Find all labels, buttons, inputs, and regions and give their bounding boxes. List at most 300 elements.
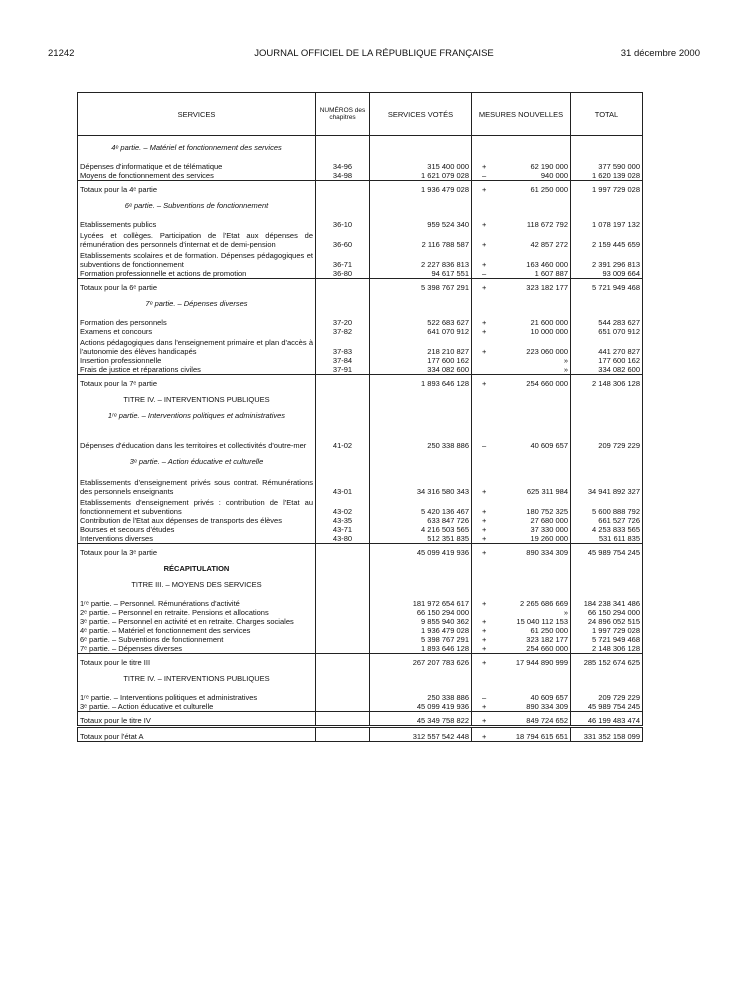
row-services-votes: 5 398 767 291	[370, 635, 472, 644]
row-sign: +	[482, 379, 487, 388]
row-sign: +	[482, 644, 487, 653]
empty-cell	[571, 573, 643, 589]
table-row	[78, 617, 643, 626]
empty-cell	[316, 152, 370, 162]
row-services-votes: 34 316 580 343	[370, 476, 472, 496]
row-label	[78, 327, 316, 336]
row-chapter	[316, 712, 370, 727]
row-sign: +	[482, 318, 487, 327]
empty-cell	[316, 388, 370, 404]
row-label-text: Interventions diverses	[80, 534, 153, 543]
row-chapter	[316, 644, 370, 654]
empty-cell	[316, 466, 370, 476]
row-sign: –	[482, 441, 487, 450]
empty-cell	[370, 450, 472, 466]
row-mesures-value: 42 857 272	[530, 240, 568, 249]
empty-cell	[472, 683, 571, 693]
row-sign: +	[482, 327, 487, 336]
row-chapter	[316, 375, 370, 389]
empty-cell	[571, 308, 643, 318]
row-mesures-nouvelles	[472, 654, 571, 668]
table-row	[78, 229, 643, 249]
table-row	[78, 635, 643, 644]
empty-cell	[472, 450, 571, 466]
row-services-votes: 45 349 758 822	[370, 712, 472, 727]
empty-cell	[472, 557, 571, 573]
col-header-services: SERVICES	[78, 93, 316, 136]
empty-cell	[472, 573, 571, 589]
row-label	[78, 220, 316, 229]
row-label	[78, 617, 316, 626]
row-chapter: 41-02	[316, 430, 370, 450]
row-mesures-value: 223 060 000	[526, 347, 568, 356]
empty-cell	[571, 667, 643, 683]
section-heading: TITRE III. – MOYENS DES SERVICES	[78, 573, 316, 589]
empty-cell	[316, 589, 370, 599]
row-mesures-value: 323 182 177	[526, 635, 568, 644]
row-label-text: Dépenses d'informatique et de télématique	[80, 162, 223, 171]
row-chapter	[316, 693, 370, 702]
row-label	[78, 644, 316, 654]
row-chapter	[316, 544, 370, 558]
row-services-votes: 250 338 886	[370, 430, 472, 450]
row-chapter: 36-10	[316, 220, 370, 229]
total-row	[78, 712, 643, 727]
row-sign: +	[482, 617, 487, 626]
empty-cell	[370, 194, 472, 210]
budget-table	[77, 92, 643, 742]
row-mesures-nouvelles	[472, 229, 571, 249]
row-total: 334 082 600	[571, 365, 643, 375]
row-mesures-value: 323 182 177	[526, 283, 568, 292]
row-chapter: 43-35	[316, 516, 370, 525]
row-label-text: Frais de justice et réparations civiles	[80, 365, 201, 374]
row-label-text: Totaux pour la 6ᵉ partie	[80, 283, 157, 292]
empty-cell	[472, 194, 571, 210]
empty-cell	[370, 292, 472, 308]
empty-cell	[370, 136, 472, 153]
issue-date: 31 décembre 2000	[620, 48, 700, 59]
row-total: 2 148 306 128	[571, 644, 643, 654]
row-total: 2 159 445 659	[571, 229, 643, 249]
page-header	[48, 48, 700, 62]
table-row	[78, 336, 643, 356]
row-services-votes: 633 847 726	[370, 516, 472, 525]
row-chapter: 43-80	[316, 534, 370, 544]
table-row	[78, 356, 643, 365]
empty-cell	[571, 420, 643, 430]
row-mesures-nouvelles	[472, 727, 571, 742]
row-services-votes: 315 400 000	[370, 162, 472, 171]
col-header-total: TOTAL	[571, 93, 643, 136]
row-total: 651 070 912	[571, 327, 643, 336]
row-total: 285 152 674 625	[571, 654, 643, 668]
row-services-votes: 1 893 646 128	[370, 644, 472, 654]
section-heading: 3ᵉ partie. – Action éducative et culturelle	[78, 450, 316, 466]
row-chapter: 37-20	[316, 318, 370, 327]
empty-cell	[316, 573, 370, 589]
row-label	[78, 365, 316, 375]
row-label-text: 6ᵉ partie. – Subventions de fonctionnement	[80, 635, 224, 644]
row-services-votes: 5 398 767 291	[370, 279, 472, 293]
row-sign: +	[482, 599, 487, 608]
row-sign: +	[482, 716, 487, 725]
empty-cell	[571, 292, 643, 308]
row-chapter	[316, 608, 370, 617]
row-mesures-nouvelles	[472, 608, 571, 617]
row-label-text: Etablissements d'enseignement privés sous contrat. Rémunérations des personnels enseignants	[80, 478, 313, 496]
row-chapter: 43-71	[316, 525, 370, 534]
row-sign: +	[482, 283, 487, 292]
journal-title: JOURNAL OFFICIEL DE LA RÉPUBLIQUE FRANÇAISE	[254, 48, 494, 59]
section-heading-row	[78, 450, 643, 466]
row-mesures-value: 61 250 000	[530, 185, 568, 194]
row-mesures-nouvelles	[472, 269, 571, 279]
row-total: 1 997 729 028	[571, 181, 643, 195]
row-label	[78, 727, 316, 742]
row-label-text: Contribution de l'Etat aux dépenses de transports des élèves	[80, 516, 282, 525]
row-label-text: 3ᵉ partie. – Personnel en activité et en retraite. Charges sociales	[80, 617, 294, 626]
row-sign: –	[482, 693, 487, 702]
empty-cell	[472, 136, 571, 153]
row-label-text: Formation professionnelle et actions de promotion	[80, 269, 247, 278]
spacer-row	[78, 683, 643, 693]
empty-cell	[571, 466, 643, 476]
row-total: 377 590 000	[571, 162, 643, 171]
row-services-votes: 1 936 479 028	[370, 181, 472, 195]
section-heading: 4ᵉ partie. – Matériel et fonctionnement des services	[78, 136, 316, 153]
row-label-text: Dépenses d'éducation dans les territoires et collectivités d'outre-mer	[80, 441, 307, 450]
row-mesures-nouvelles	[472, 220, 571, 229]
empty-cell	[472, 292, 571, 308]
row-chapter	[316, 626, 370, 635]
empty-cell	[370, 573, 472, 589]
col-header-chapitres: NUMÉROS des chapitres	[316, 93, 370, 136]
row-mesures-nouvelles	[472, 279, 571, 293]
row-total: 46 199 483 474	[571, 712, 643, 727]
table-row	[78, 220, 643, 229]
table-row	[78, 599, 643, 608]
empty-cell	[316, 667, 370, 683]
section-heading: 1ʳᵉ partie. – Interventions politiques et administratives	[78, 404, 316, 420]
page-number: 21242	[48, 48, 75, 59]
row-services-votes: 218 210 827	[370, 336, 472, 356]
row-total: 661 527 726	[571, 516, 643, 525]
row-mesures-value: »	[563, 608, 568, 617]
row-total: 5 721 949 468	[571, 279, 643, 293]
row-chapter: 37-84	[316, 356, 370, 365]
empty-cell	[316, 210, 370, 220]
empty-cell	[571, 450, 643, 466]
empty-cell	[370, 308, 472, 318]
row-sign: +	[482, 507, 487, 516]
row-label-text: 1ʳᵉ partie. – Interventions politiques et administratives	[80, 693, 258, 702]
total-row	[78, 279, 643, 293]
section-heading: TITRE IV. – INTERVENTIONS PUBLIQUES	[78, 667, 316, 683]
empty-cell	[370, 420, 472, 430]
row-label	[78, 476, 316, 496]
row-chapter: 37-91	[316, 365, 370, 375]
row-sign: +	[482, 702, 487, 711]
row-label	[78, 162, 316, 171]
row-mesures-value: 37 330 000	[530, 525, 568, 534]
row-mesures-value: 40 609 657	[530, 441, 568, 450]
empty-cell	[571, 152, 643, 162]
empty-cell	[472, 667, 571, 683]
row-total: 1 997 729 028	[571, 626, 643, 635]
empty-cell	[571, 589, 643, 599]
table-row	[78, 476, 643, 496]
row-mesures-value: 27 680 000	[530, 516, 568, 525]
row-label-text: Totaux pour la 4ᵉ partie	[80, 185, 157, 194]
row-total: 177 600 162	[571, 356, 643, 365]
row-mesures-nouvelles	[472, 712, 571, 727]
row-total: 531 611 835	[571, 534, 643, 544]
total-row	[78, 654, 643, 668]
row-mesures-nouvelles	[472, 356, 571, 365]
row-services-votes: 512 351 835	[370, 534, 472, 544]
row-chapter: 36-71	[316, 249, 370, 269]
empty-cell	[78, 466, 316, 476]
empty-cell	[316, 450, 370, 466]
row-services-votes: 2 227 836 813	[370, 249, 472, 269]
empty-cell	[472, 388, 571, 404]
row-label-text: 3ᵉ partie. – Action éducative et culturelle	[80, 702, 214, 711]
row-mesures-nouvelles	[472, 327, 571, 336]
row-chapter: 43-01	[316, 476, 370, 496]
row-total: 5 721 949 468	[571, 635, 643, 644]
row-label-text: Totaux pour l'état A	[80, 732, 144, 741]
table-row	[78, 534, 643, 544]
row-label-text: 7ᵉ partie. – Dépenses diverses	[80, 644, 183, 653]
row-chapter	[316, 599, 370, 608]
row-label	[78, 516, 316, 525]
row-label-text: Totaux pour le titre III	[80, 658, 151, 667]
row-label-text: 4ᵉ partie. – Matériel et fonctionnement des services	[80, 626, 251, 635]
empty-cell	[316, 420, 370, 430]
empty-cell	[78, 420, 316, 430]
empty-cell	[316, 308, 370, 318]
row-chapter	[316, 617, 370, 626]
row-sign: +	[482, 548, 487, 557]
total-row	[78, 544, 643, 558]
row-mesures-value: 19 260 000	[530, 534, 568, 543]
title-heading-row	[78, 667, 643, 683]
row-label	[78, 181, 316, 195]
table-header-row	[78, 93, 643, 136]
row-mesures-value: 40 609 657	[530, 693, 568, 702]
row-mesures-nouvelles	[472, 617, 571, 626]
row-label	[78, 171, 316, 181]
row-mesures-nouvelles	[472, 336, 571, 356]
empty-cell	[472, 404, 571, 420]
row-chapter	[316, 654, 370, 668]
row-sign: +	[482, 635, 487, 644]
row-services-votes: 522 683 627	[370, 318, 472, 327]
row-label-text: Actions pédagogiques dans l'enseignement primaire et plan d'accès à l'autonomie des élèves handicapés	[80, 338, 313, 356]
row-mesures-value: 890 334 309	[526, 702, 568, 711]
row-total: 93 009 664	[571, 269, 643, 279]
row-mesures-nouvelles	[472, 635, 571, 644]
row-label	[78, 318, 316, 327]
row-mesures-nouvelles	[472, 162, 571, 171]
empty-cell	[571, 557, 643, 573]
row-label-text: Bourses et secours d'études	[80, 525, 175, 534]
row-sign: –	[482, 269, 487, 278]
row-mesures-value: 61 250 000	[530, 626, 568, 635]
row-label-text: Insertion professionnelle	[80, 356, 162, 365]
row-mesures-nouvelles	[472, 626, 571, 635]
row-chapter: 36-80	[316, 269, 370, 279]
section-heading-row	[78, 404, 643, 420]
row-total: 209 729 229	[571, 693, 643, 702]
empty-cell	[316, 404, 370, 420]
row-services-votes: 4 216 503 565	[370, 525, 472, 534]
row-total: 24 896 052 515	[571, 617, 643, 626]
empty-cell	[472, 152, 571, 162]
table-row	[78, 365, 643, 375]
row-services-votes: 181 972 654 617	[370, 599, 472, 608]
row-mesures-nouvelles	[472, 544, 571, 558]
row-chapter	[316, 727, 370, 742]
row-mesures-value: »	[563, 356, 568, 365]
empty-cell	[316, 194, 370, 210]
table-row	[78, 626, 643, 635]
empty-cell	[78, 589, 316, 599]
row-mesures-nouvelles	[472, 496, 571, 516]
spacer-row	[78, 420, 643, 430]
row-label	[78, 626, 316, 635]
row-total: 331 352 158 099	[571, 727, 643, 742]
spacer-row	[78, 466, 643, 476]
row-chapter	[316, 635, 370, 644]
section-heading: RÉCAPITULATION	[78, 557, 316, 573]
total-row	[78, 375, 643, 389]
row-sign: +	[482, 534, 487, 543]
empty-cell	[370, 589, 472, 599]
total-row	[78, 727, 643, 742]
section-heading: 7ᵉ partie. – Dépenses diverses	[78, 292, 316, 308]
row-mesures-nouvelles	[472, 693, 571, 702]
row-total: 4 253 833 565	[571, 525, 643, 534]
row-label	[78, 525, 316, 534]
table-row	[78, 171, 643, 181]
row-label	[78, 608, 316, 617]
row-services-votes: 177 600 162	[370, 356, 472, 365]
row-sign: +	[482, 347, 487, 356]
row-label-text: Totaux pour la 3ᵉ partie	[80, 548, 157, 557]
row-mesures-value: 2 265 686 669	[520, 599, 568, 608]
empty-cell	[370, 404, 472, 420]
row-chapter: 43-02	[316, 496, 370, 516]
row-mesures-value: 849 724 652	[526, 716, 568, 725]
row-mesures-nouvelles	[472, 702, 571, 712]
row-total: 209 729 229	[571, 430, 643, 450]
section-heading-row	[78, 194, 643, 210]
row-mesures-value: 890 334 309	[526, 548, 568, 557]
title-heading-row	[78, 388, 643, 404]
empty-cell	[571, 683, 643, 693]
table-row	[78, 430, 643, 450]
section-heading-row	[78, 136, 643, 153]
empty-cell	[316, 136, 370, 153]
empty-cell	[78, 210, 316, 220]
empty-cell	[472, 589, 571, 599]
row-mesures-value: 62 190 000	[530, 162, 568, 171]
empty-cell	[472, 466, 571, 476]
row-label-text: Totaux pour le titre IV	[80, 716, 151, 725]
row-chapter: 37-82	[316, 327, 370, 336]
row-sign: +	[482, 220, 487, 229]
row-services-votes: 45 099 419 936	[370, 702, 472, 712]
row-label-text: 1ʳᵉ partie. – Personnel. Rémunérations d'activité	[80, 599, 240, 608]
empty-cell	[316, 292, 370, 308]
row-label-text: Examens et concours	[80, 327, 153, 336]
row-services-votes: 312 557 542 448	[370, 727, 472, 742]
table-row	[78, 318, 643, 327]
row-chapter: 34-98	[316, 171, 370, 181]
row-mesures-value: 15 040 112 153	[516, 617, 568, 626]
row-services-votes: 66 150 294 000	[370, 608, 472, 617]
col-header-votes: SERVICES VOTÉS	[370, 93, 472, 136]
empty-cell	[370, 152, 472, 162]
empty-cell	[78, 683, 316, 693]
empty-cell	[472, 210, 571, 220]
row-mesures-value: 1 607 887	[534, 269, 568, 278]
row-services-votes: 1 936 479 028	[370, 626, 472, 635]
table-row	[78, 249, 643, 269]
row-sign: +	[482, 732, 487, 741]
section-heading: 6ᵉ partie. – Subventions de fonctionnement	[78, 194, 316, 210]
row-label	[78, 356, 316, 365]
row-total: 1 620 139 028	[571, 171, 643, 181]
row-total: 441 270 827	[571, 336, 643, 356]
row-mesures-nouvelles	[472, 516, 571, 525]
row-total: 66 150 294 000	[571, 608, 643, 617]
row-mesures-value: 17 944 890 999	[515, 658, 568, 667]
empty-cell	[316, 683, 370, 693]
row-services-votes: 45 099 419 936	[370, 544, 472, 558]
row-label	[78, 635, 316, 644]
row-mesures-value: 940 000	[540, 171, 568, 180]
row-label	[78, 534, 316, 544]
row-sign: +	[482, 487, 487, 496]
row-mesures-nouvelles	[472, 599, 571, 608]
row-chapter	[316, 702, 370, 712]
table-body	[78, 136, 643, 742]
row-label-text: Moyens de fonctionnement des services	[80, 171, 214, 180]
row-services-votes: 334 082 600	[370, 365, 472, 375]
col-header-mesures: MESURES NOUVELLES	[472, 93, 571, 136]
row-total: 2 391 296 813	[571, 249, 643, 269]
empty-cell	[571, 136, 643, 153]
table-row	[78, 525, 643, 534]
row-mesures-value: 163 460 000	[526, 260, 568, 269]
row-label	[78, 693, 316, 702]
row-sign: +	[482, 185, 487, 194]
row-mesures-nouvelles	[472, 534, 571, 544]
row-label-text: Etablissements publics	[80, 220, 157, 229]
row-sign: +	[482, 658, 487, 667]
row-label-text: Etablissements scolaires et de formation. Dépenses pédagogiques et subventions de fonctionnement	[80, 251, 313, 269]
row-chapter	[316, 181, 370, 195]
empty-cell	[571, 404, 643, 420]
row-label	[78, 229, 316, 249]
row-label	[78, 712, 316, 727]
row-chapter: 36-60	[316, 229, 370, 249]
spacer-row	[78, 210, 643, 220]
row-total: 45 989 754 245	[571, 702, 643, 712]
